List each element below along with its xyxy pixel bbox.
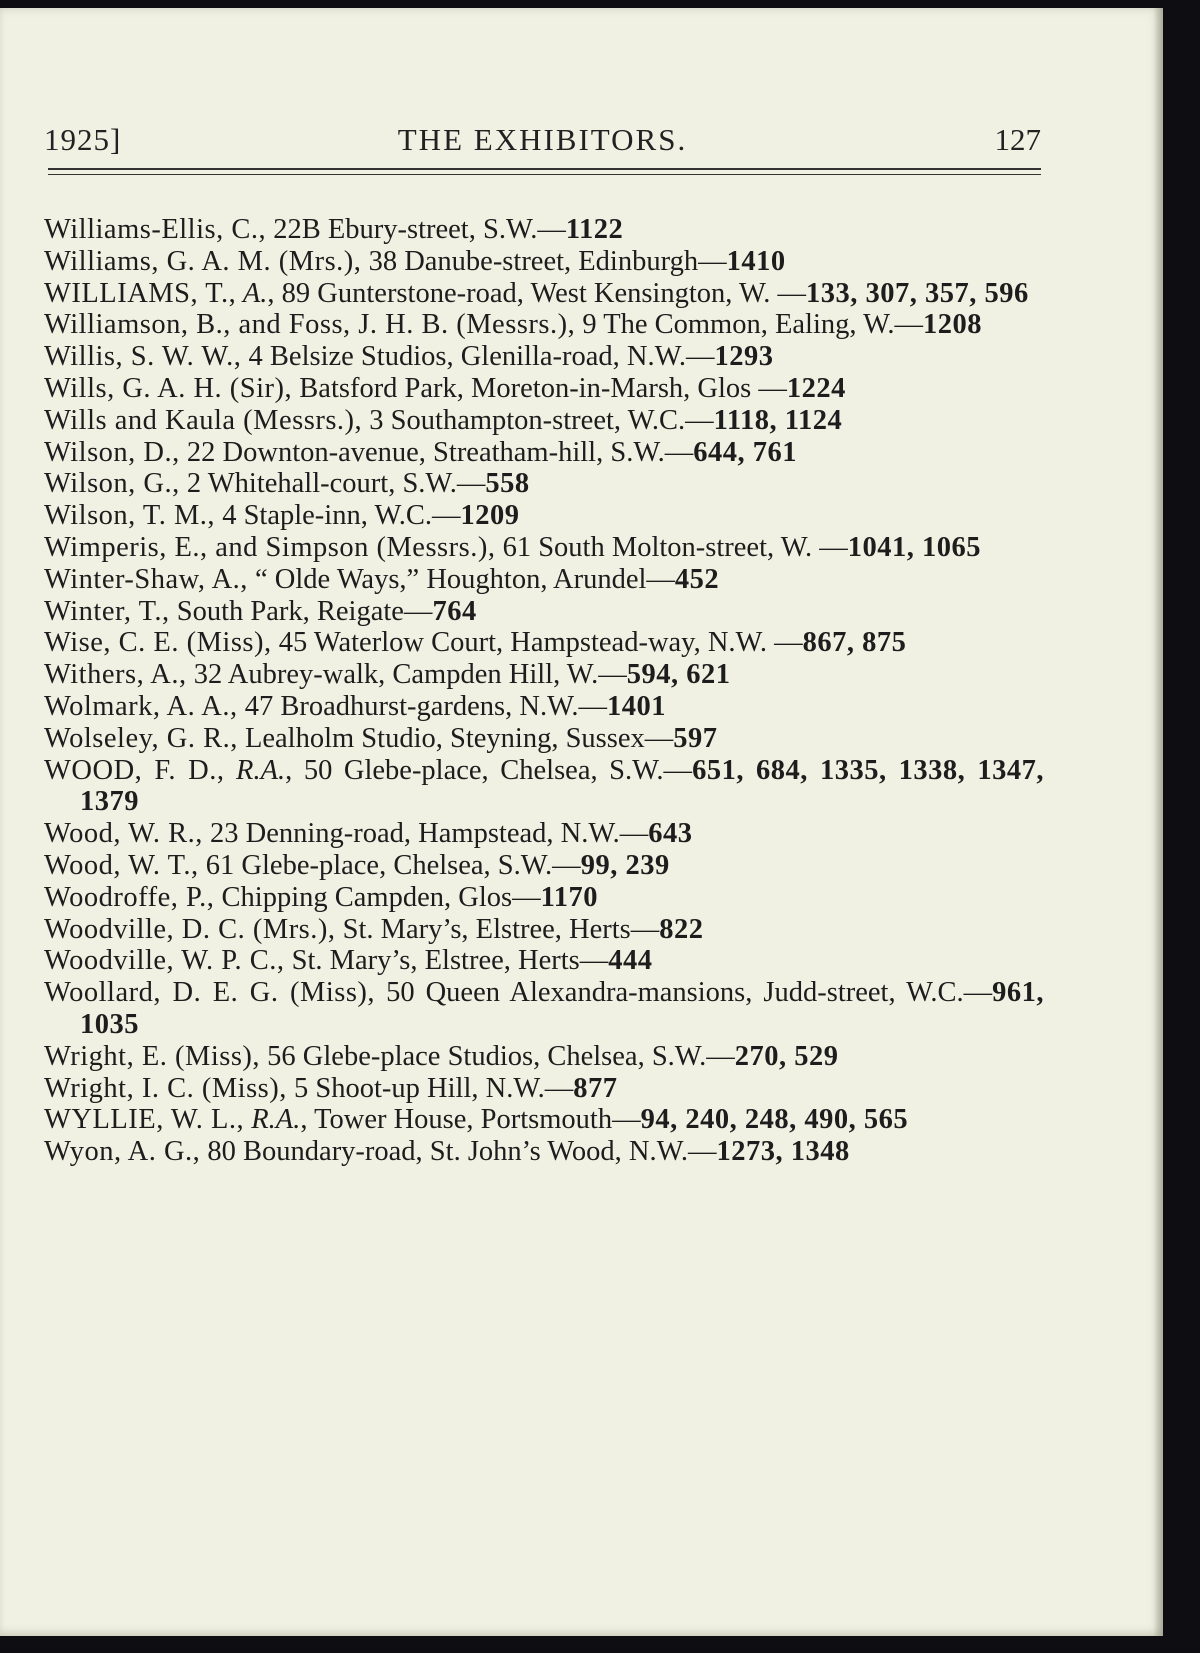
exhibit-numbers: 558 xyxy=(485,468,530,500)
exhibit-numbers: 644, 761 xyxy=(693,436,797,468)
exhibit-numbers: 270, 529 xyxy=(734,1040,839,1072)
page-title: THE EXHIBITORS. xyxy=(397,122,688,157)
exhibitor-entry xyxy=(44,596,1044,628)
exhibitor-address: 4 Staple-inn, W.C.— xyxy=(215,500,461,532)
exhibitor-address: 32 Aubrey-walk, Campden Hill, W.— xyxy=(186,659,627,691)
exhibitor-address: 2 Whitehall-court, S.W.— xyxy=(179,468,486,500)
exhibitor-entry xyxy=(44,659,1044,691)
exhibitor-name: Wright, I. C. (Miss), xyxy=(44,1072,287,1104)
exhibitor-honour: R.A. xyxy=(224,754,286,786)
exhibitor-entry xyxy=(44,278,1044,310)
exhibit-numbers: 597 xyxy=(673,722,718,754)
exhibitor-entry xyxy=(44,1073,1044,1105)
exhibit-numbers: 867, 875 xyxy=(802,627,907,659)
exhibitor-entry xyxy=(44,977,1044,1041)
exhibitor-address: St. Mary’s, Elstree, Herts— xyxy=(284,945,609,977)
exhibitor-name: Wolseley, G. R., xyxy=(44,722,238,754)
exhibitor-name: Wyon, A. G., xyxy=(44,1136,201,1168)
exhibitor-name: Woodville, W. P. C., xyxy=(44,945,285,977)
exhibitor-entry xyxy=(44,532,1044,564)
exhibitor-address: Chipping Campden, Glos— xyxy=(214,881,541,913)
exhibitor-name: Wise, C. E. (Miss), xyxy=(44,627,272,659)
exhibitor-entry xyxy=(44,945,1044,977)
exhibitor-address: 9 The Common, Ealing, W.— xyxy=(575,309,924,341)
exhibit-numbers: 877 xyxy=(573,1072,618,1104)
exhibitor-name: WOOD, F. D., xyxy=(44,754,225,786)
exhibitor-name: Williamson, B., and Foss, J. H. B. (Messrs.), xyxy=(44,309,576,341)
exhibitor-entry xyxy=(44,1104,1044,1136)
exhibit-numbers: 133, 307, 357, 596 xyxy=(806,277,1029,309)
exhibitor-entry xyxy=(44,564,1044,596)
exhibitor-address: 5 Shoot-up Hill, N.W.— xyxy=(286,1072,574,1104)
exhibitor-entry xyxy=(44,405,1044,437)
exhibitor-name: Woodville, D. C. (Mrs.), xyxy=(44,913,336,945)
exhibit-numbers: 1041, 1065 xyxy=(847,531,982,563)
exhibitor-entry xyxy=(44,214,1044,246)
exhibitor-entry xyxy=(44,1136,1044,1168)
exhibitor-name: Wood, W. R., xyxy=(44,818,203,850)
exhibit-numbers: 1401 xyxy=(607,690,667,722)
exhibitor-name: WYLLIE, W. L., xyxy=(44,1104,245,1136)
exhibitor-name: Winter-Shaw, A., xyxy=(44,563,248,595)
exhibitor-entry xyxy=(44,914,1044,946)
exhibit-numbers: 822 xyxy=(659,913,704,945)
exhibitor-entry xyxy=(44,468,1044,500)
exhibitor-entry xyxy=(44,882,1044,914)
exhibitor-address: 61 Glebe-place, Chelsea, S.W.— xyxy=(198,849,581,881)
exhibitor-entry xyxy=(44,755,1044,819)
exhibitor-address: 22 Downton-avenue, Streatham-hill, S.W.— xyxy=(179,436,694,468)
exhibitor-address: “ Olde Ways,” Houghton, Arundel— xyxy=(247,563,675,595)
exhibit-numbers: 94, 240, 248, 490, 565 xyxy=(640,1104,909,1136)
exhibit-numbers: 1170 xyxy=(540,881,599,913)
exhibitor-name: Wilson, G., xyxy=(44,468,180,500)
exhibit-numbers: 1410 xyxy=(726,245,786,277)
exhibitor-name: WILLIAMS, T., xyxy=(44,277,237,309)
exhibit-numbers: 594, 621 xyxy=(626,659,731,691)
exhibit-numbers: 1118, 1124 xyxy=(713,404,843,436)
exhibitor-name: Winter, T., xyxy=(44,595,170,627)
exhibitor-address: 45 Waterlow Court, Hampstead-way, N.W. — xyxy=(271,627,803,659)
exhibitor-address: 50 Queen Alexandra-mansions, Judd-street, W.C.— xyxy=(375,977,993,1009)
exhibitor-name: Wright, E. (Miss), xyxy=(44,1040,261,1072)
exhibit-numbers: 1209 xyxy=(460,500,520,532)
exhibitor-name: Woollard, D. E. G. (Miss), xyxy=(44,977,376,1009)
exhibit-numbers: 452 xyxy=(674,563,720,595)
page-number: 127 xyxy=(994,122,1041,157)
exhibitor-honour: R.A. xyxy=(244,1104,301,1136)
exhibitor-entry xyxy=(44,246,1044,278)
exhibitor-name: Wilson, T. M., xyxy=(44,500,216,532)
exhibitor-address: 22B Ebury-street, S.W.— xyxy=(266,214,566,245)
exhibit-numbers: 1208 xyxy=(923,309,983,341)
exhibit-numbers: 651, 684, 1335, 1338, 1347, 1379 xyxy=(80,754,1044,818)
exhibitor-address: 47 Broadhurst-gardens, N.W.— xyxy=(237,690,608,722)
exhibitor-address: , 50 Glebe-place, Chelsea, S.W.— xyxy=(285,754,693,786)
running-head xyxy=(44,116,1041,166)
exhibitor-entry xyxy=(44,437,1044,469)
exhibitor-address: , Tower House, Portsmouth— xyxy=(300,1104,641,1136)
exhibitor-address: , 89 Gunterstone-road, West Kensington, W. — xyxy=(267,277,807,309)
exhibit-numbers: 99, 239 xyxy=(580,849,670,881)
exhibitor-name: Wolmark, A. A., xyxy=(44,690,238,722)
exhibitor-entry xyxy=(44,1041,1044,1073)
exhibitor-entry xyxy=(44,850,1044,882)
exhibit-numbers: 961, 1035 xyxy=(80,977,1045,1040)
exhibitor-address: 61 South Molton-street, W. — xyxy=(495,531,848,563)
exhibitor-address: 3 Southampton-street, W.C.— xyxy=(362,404,714,436)
exhibitor-address: 80 Boundary-road, St. John’s Wood, N.W.— xyxy=(200,1136,717,1168)
exhibitor-entry xyxy=(44,500,1044,532)
exhibitor-name: Wills and Kaula (Messrs.), xyxy=(44,404,363,436)
book-page xyxy=(0,8,1163,1636)
exhibitor-name: Willis, S. W. W., xyxy=(44,341,242,373)
exhibitor-entry xyxy=(44,691,1044,723)
exhibit-numbers: 764 xyxy=(432,595,477,627)
exhibitor-entry xyxy=(44,373,1044,405)
exhibitor-name: Williams-Ellis, C., xyxy=(44,214,267,245)
exhibitor-entry xyxy=(44,723,1044,755)
exhibitor-address: St. Mary’s, Elstree, Herts— xyxy=(335,913,660,945)
exhibitor-address: 23 Denning-road, Hampstead, N.W.— xyxy=(202,818,649,850)
exhibitor-name: Wood, W. T., xyxy=(44,849,199,881)
exhibitor-address: South Park, Reigate— xyxy=(169,595,433,627)
exhibit-numbers: 1224 xyxy=(786,372,846,404)
exhibitor-address: 56 Glebe-place Studios, Chelsea, S.W.— xyxy=(260,1040,735,1072)
exhibit-numbers: 444 xyxy=(608,945,653,977)
exhibitor-address: 38 Danube-street, Edinburgh— xyxy=(361,245,727,277)
exhibitor-name: Woodroffe, P., xyxy=(44,881,215,913)
exhibit-numbers: 643 xyxy=(648,818,693,850)
exhibitor-address: Batsford Park, Moreton-in-Marsh, Glos — xyxy=(292,372,787,404)
exhibitor-address: 4 Belsize Studios, Glenilla-road, N.W.— xyxy=(241,341,715,373)
exhibitor-name: Williams, G. A. M. (Mrs.), xyxy=(44,245,362,277)
exhibitor-name: Wilson, D., xyxy=(44,436,180,468)
exhibitor-entry xyxy=(44,627,1044,659)
exhibitor-list xyxy=(44,214,1044,1168)
exhibitor-address: Lealholm Studio, Steyning, Sussex— xyxy=(237,722,674,754)
exhibitor-honour: A. xyxy=(236,277,268,309)
exhibitor-name: Wimperis, E., and Simpson (Messrs.), xyxy=(44,531,496,563)
exhibitor-entry xyxy=(44,341,1044,373)
exhibitor-name: Wills, G. A. H. (Sir), xyxy=(44,372,293,404)
header-double-rule xyxy=(48,168,1041,175)
exhibit-numbers: 1293 xyxy=(714,341,774,373)
header-year: 1925] xyxy=(44,122,122,157)
exhibitor-entry xyxy=(44,818,1044,850)
exhibitor-name: Withers, A., xyxy=(44,659,187,691)
exhibit-numbers: 1273, 1348 xyxy=(716,1136,850,1168)
exhibitor-entry xyxy=(44,309,1044,341)
exhibit-numbers: 1122 xyxy=(565,214,624,245)
